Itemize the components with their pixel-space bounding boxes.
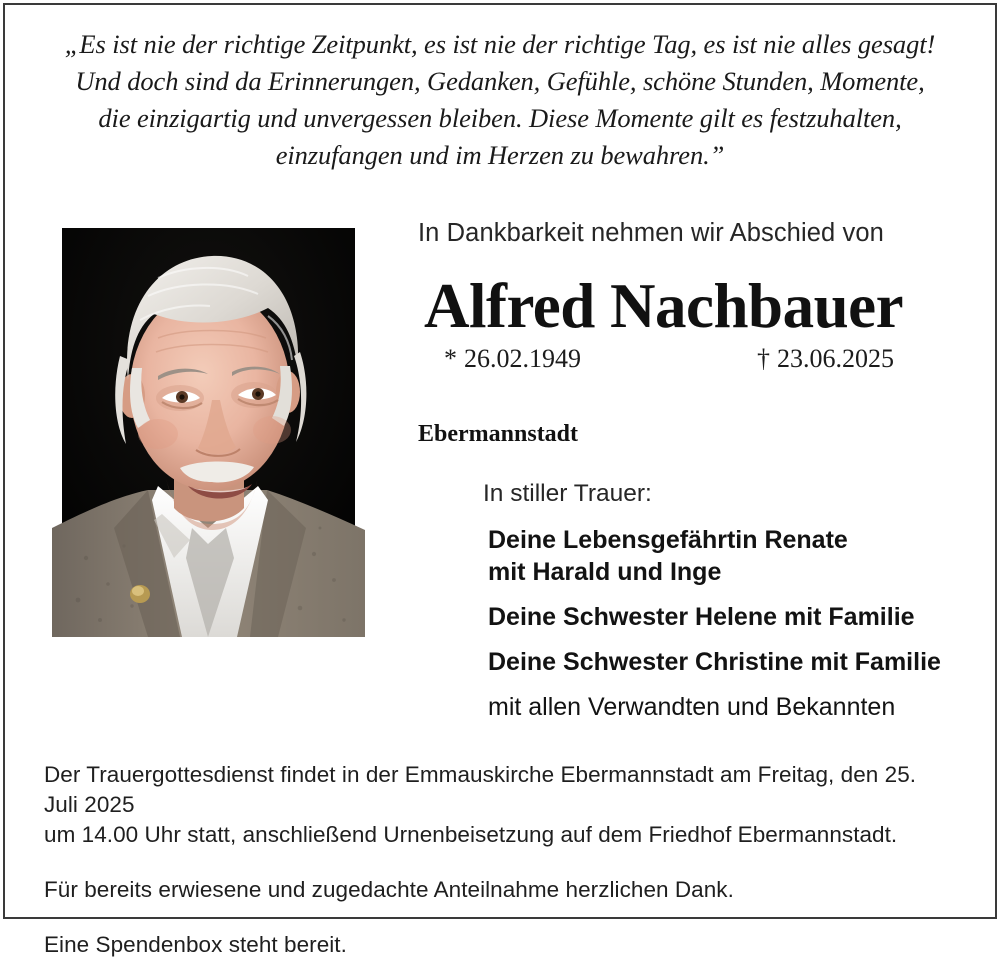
death-date-group (757, 344, 894, 374)
deceased-name: Alfred Nachbauer (424, 271, 904, 341)
mourner-group (488, 524, 983, 588)
donation-paragraph: Eine Spendenbox steht bereit. (44, 932, 347, 957)
mourner-line: Deine Schwester Christine mit Familie (488, 648, 941, 676)
home-city: Ebermannstadt (418, 421, 579, 447)
birth-date: 26.02.1949 (464, 344, 581, 373)
announcement-lead: In Dankbarkeit nehmen wir Abschied von (418, 219, 884, 247)
birth-date-group (444, 344, 581, 374)
birth-star-icon: * (444, 344, 457, 373)
service-line-1: Der Trauergottesdienst findet in der Emmauskirche Ebermannstadt am Freitag, den 25. Juli 2025 (44, 762, 917, 817)
poem-line-2: Und doch sind da Erinnerungen, Gedanken, Gefühle, schöne Stunden, Momente, (75, 66, 925, 96)
service-details (44, 760, 956, 960)
mourner-group (488, 601, 983, 633)
mourners-list (483, 524, 983, 723)
mourner-line: mit allen Verwandten und Bekannten (488, 693, 896, 721)
poem-line-3: die einzigartig und unvergessen bleiben. Diese Momente gilt es festzuhalten, (98, 103, 902, 133)
poem-line-4: einzufangen und im Herzen zu bewahren.” (275, 140, 725, 170)
mourner-line: mit Harald und Inge (488, 558, 722, 586)
mourners-block (483, 480, 983, 723)
mourner-group (488, 691, 983, 723)
mourner-group (488, 646, 983, 678)
service-paragraph (44, 760, 956, 850)
portrait-photo (62, 228, 355, 637)
mourner-line: Deine Schwester Helene mit Familie (488, 603, 915, 631)
death-date: 23.06.2025 (777, 344, 894, 373)
thanks-paragraph: Für bereits erwiesene und zugedachte Anteilnahme herzlichen Dank. (44, 877, 734, 902)
epigraph-poem (30, 26, 970, 174)
service-line-2: um 14.00 Uhr statt, anschließend Urnenbeisetzung auf dem Friedhof Ebermannstadt. (44, 822, 898, 847)
mourners-heading: In stiller Trauer: (483, 480, 652, 507)
poem-line-1: „Es ist nie der richtige Zeitpunkt, es ist nie der richtige Tag, es ist nie alles gesagt! (64, 29, 936, 59)
mourner-line: Deine Lebensgefährtin Renate (488, 526, 848, 554)
portrait-image (62, 228, 355, 637)
life-dates (444, 344, 894, 374)
death-cross-icon: † (757, 344, 770, 373)
